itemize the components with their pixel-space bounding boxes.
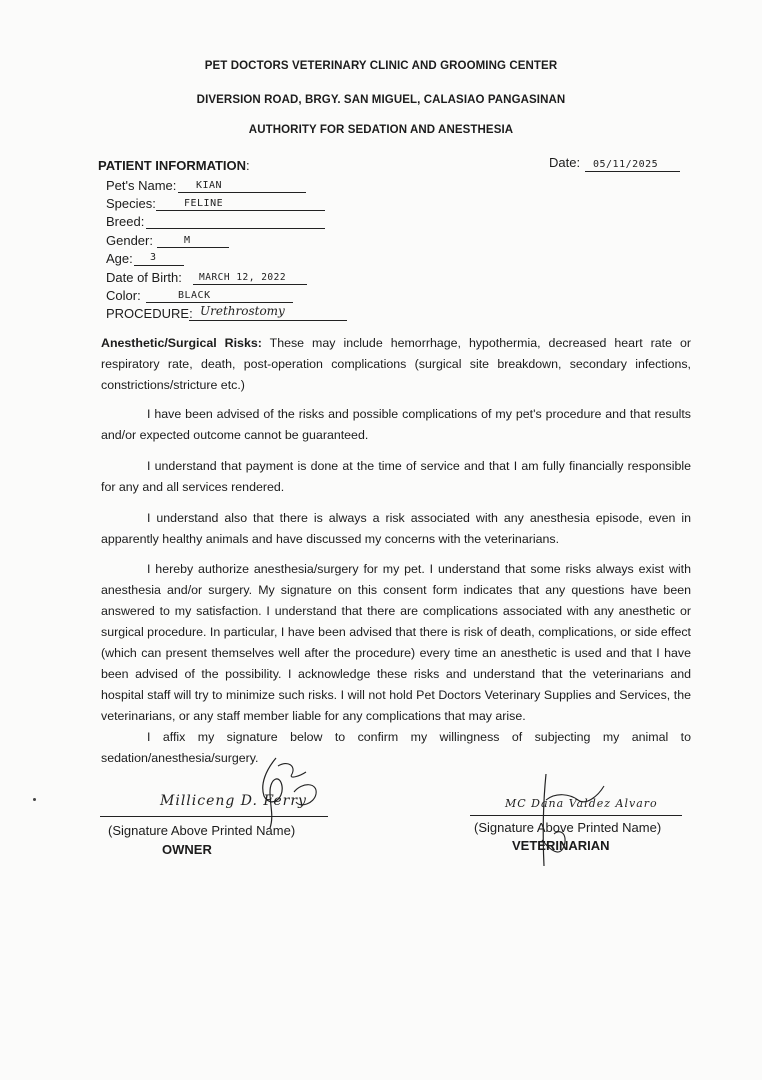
age-value: 3 bbox=[150, 252, 157, 263]
procedure-value: Urethrostomy bbox=[200, 304, 285, 318]
risk-anesthesia-text: I understand also that there is always a risk associated with any anesthesia episode, even in apparently healthy animals and have discussed my concerns with the veterinarians. bbox=[101, 511, 691, 546]
breed-underline bbox=[146, 228, 325, 229]
risks-text: These may include hemorrhage, hypothermia, decreased heart rate or respiratory rate, death, post-operation complications (surgical site breakdown, secondary infections, constrictions/stricture etc.) bbox=[101, 336, 691, 392]
veterinarian-printed-name: MC Dana Valdez Alvaro bbox=[505, 797, 658, 810]
patient-info-title: PATIENT INFORMATION bbox=[98, 158, 247, 173]
color-underline bbox=[146, 302, 293, 303]
gender-underline bbox=[157, 247, 229, 248]
authorization-text: I hereby authorize anesthesia/surgery for my pet. I understand that some risks always exist with anesthesia and/or surgery. My signature on this consent form indicates that any questions have been answered to my satisfaction. I understand that there are complications associated with any anesthetic or surgical procedure. In particular, I have been advised that there is risk of death, complications, or side effect (which can present themselves well after the procedure) every time an anesthetic is used and that I have been advised of the possibility. I acknowledge these risks and understand that the veterinarians and hospital staff will try to minimize such risks. I will not hold Pet Doctors Veterinary Supplies and Services, the veterinarians, or any staff member liable for any complications that may arise. bbox=[101, 562, 691, 723]
species-value: FELINE bbox=[184, 198, 224, 209]
advised-text: I have been advised of the risks and possible complications of my pet's procedure and that results and/or expected outcome cannot be guaranteed. bbox=[101, 407, 691, 442]
owner-printed-name: Milliceng D. Ferry bbox=[160, 793, 307, 809]
veterinarian-signature-caption: (Signature Above Printed Name) bbox=[474, 820, 662, 835]
payment-paragraph bbox=[101, 456, 691, 498]
gender-label: Gender: bbox=[106, 233, 153, 248]
clinic-name: PET DOCTORS VETERINARY CLINIC AND GROOMING CENTER bbox=[204, 60, 558, 72]
age-label: Age: bbox=[106, 251, 133, 266]
date-label: Date: bbox=[549, 155, 581, 170]
authorization-paragraph bbox=[101, 559, 691, 727]
patient-info-colon: : bbox=[246, 158, 250, 173]
species-underline bbox=[156, 210, 325, 211]
procedure-underline bbox=[189, 320, 347, 321]
dob-underline bbox=[193, 284, 307, 285]
dob-value: MARCH 12, 2022 bbox=[199, 272, 287, 283]
age-underline bbox=[134, 265, 184, 266]
gender-value: M bbox=[184, 235, 191, 246]
dob-label: Date of Birth: bbox=[106, 270, 182, 285]
clinic-address: DIVERSION ROAD, BRGY. SAN MIGUEL, CALASIAO PANGASINAN bbox=[196, 94, 566, 106]
procedure-label: PROCEDURE: bbox=[106, 306, 193, 321]
risks-heading: Anesthetic/Surgical Risks: bbox=[101, 336, 262, 350]
pet-name-underline bbox=[178, 192, 306, 193]
patient-info-heading bbox=[98, 158, 250, 173]
risks-paragraph bbox=[101, 333, 691, 396]
breed-label: Breed: bbox=[106, 214, 145, 229]
payment-text: I understand that payment is done at the time of service and that I am fully financially responsible for any and all services rendered. bbox=[101, 459, 691, 494]
owner-signature-line bbox=[100, 816, 328, 817]
affix-signature-paragraph bbox=[101, 727, 691, 769]
advised-paragraph bbox=[101, 404, 691, 446]
color-label: Color: bbox=[106, 288, 141, 303]
risk-anesthesia-paragraph bbox=[101, 508, 691, 550]
owner-signature-scribble bbox=[240, 752, 350, 832]
color-value: BLACK bbox=[178, 290, 211, 301]
veterinarian-role-label: VETERINARIAN bbox=[512, 838, 610, 853]
scan-speck bbox=[33, 798, 36, 801]
pet-name-label: Pet's Name: bbox=[106, 178, 177, 193]
date-underline bbox=[585, 171, 680, 172]
date-value: 05/11/2025 bbox=[593, 159, 659, 170]
form-title: AUTHORITY FOR SEDATION AND ANESTHESIA bbox=[248, 124, 514, 136]
owner-signature-caption: (Signature Above Printed Name) bbox=[108, 823, 296, 838]
affix-signature-text: I affix my signature below to confirm my willingness of subjecting my animal to sedation/anesthesia/surgery. bbox=[101, 730, 691, 765]
species-label: Species: bbox=[106, 196, 156, 211]
pet-name-value: KIAN bbox=[196, 180, 223, 191]
owner-role-label: OWNER bbox=[162, 842, 212, 857]
veterinarian-signature-line bbox=[470, 815, 682, 816]
